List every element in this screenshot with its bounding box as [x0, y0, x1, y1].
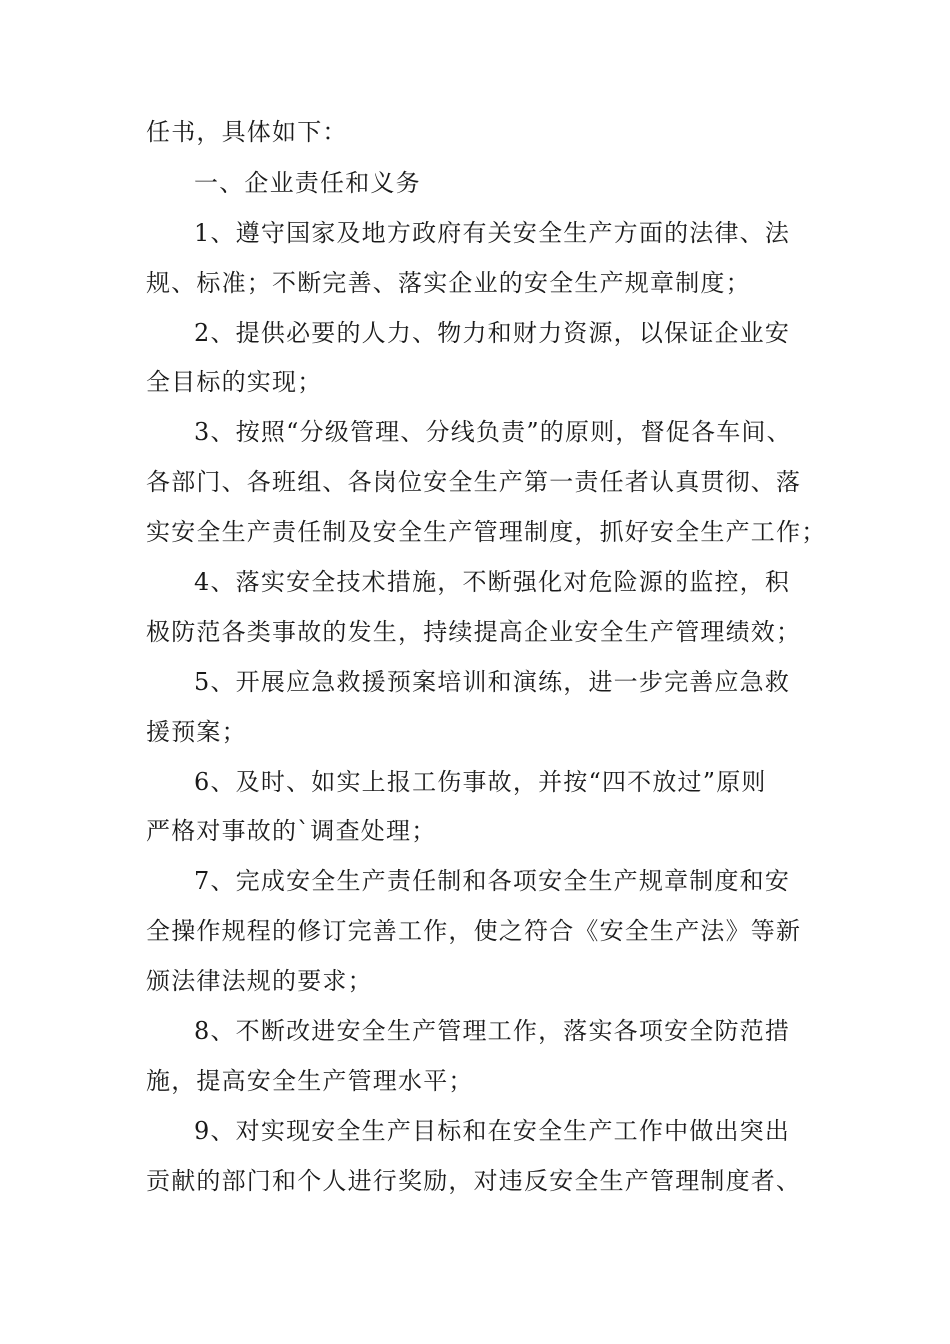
text-line: 任书，具体如下： — [146, 118, 348, 146]
text-line: 1、遵守国家及地方政府有关安全生产方面的法律、法 — [194, 219, 791, 247]
text-line: 3、按照“分级管理、分线负责”的原则，督促各车间、 — [194, 418, 792, 446]
text-line: 6、及时、如实上报工伤事故，并按“四不放过”原则 — [194, 768, 767, 796]
text-line: 各部门、各班组、各岗位安全生产第一责任者认真贯彻、落 — [146, 468, 802, 496]
text-line: 严格对事故的`调查处理； — [146, 817, 437, 845]
text-line: 全操作规程的修订完善工作，使之符合《安全生产法》等新 — [146, 917, 802, 945]
text-line: 2、提供必要的人力、物力和财力资源，以保证企业安 — [194, 319, 791, 347]
text-line: 极防范各类事故的发生，持续提高企业安全生产管理绩效； — [146, 618, 802, 646]
text-line: 贡献的部门和个人进行奖励，对违反安全生产管理制度者、 — [146, 1167, 802, 1195]
text-line: 9、对实现安全生产目标和在安全生产工作中做出突出 — [194, 1117, 791, 1145]
text-line: 规、标准；不断完善、落实企业的安全生产规章制度； — [146, 269, 751, 297]
text-line: 8、不断改进安全生产管理工作，落实各项安全防范措 — [194, 1017, 791, 1045]
text-line: 施，提高安全生产管理水平； — [146, 1067, 474, 1095]
text-line: 7、完成安全生产责任制和各项安全生产规章制度和安 — [194, 867, 791, 895]
text-line: 援预案； — [146, 718, 247, 746]
text-line: 5、开展应急救援预案培训和演练，进一步完善应急救 — [194, 668, 791, 696]
section-heading: 一、企业责任和义务 — [194, 169, 421, 197]
text-line: 实安全生产责任制及安全生产管理制度，抓好安全生产工作； — [146, 518, 827, 546]
text-line: 全目标的实现； — [146, 368, 323, 396]
text-line: 4、落实安全技术措施，不断强化对危险源的监控，积 — [194, 568, 791, 596]
text-line: 颁法律法规的要求； — [146, 967, 373, 995]
